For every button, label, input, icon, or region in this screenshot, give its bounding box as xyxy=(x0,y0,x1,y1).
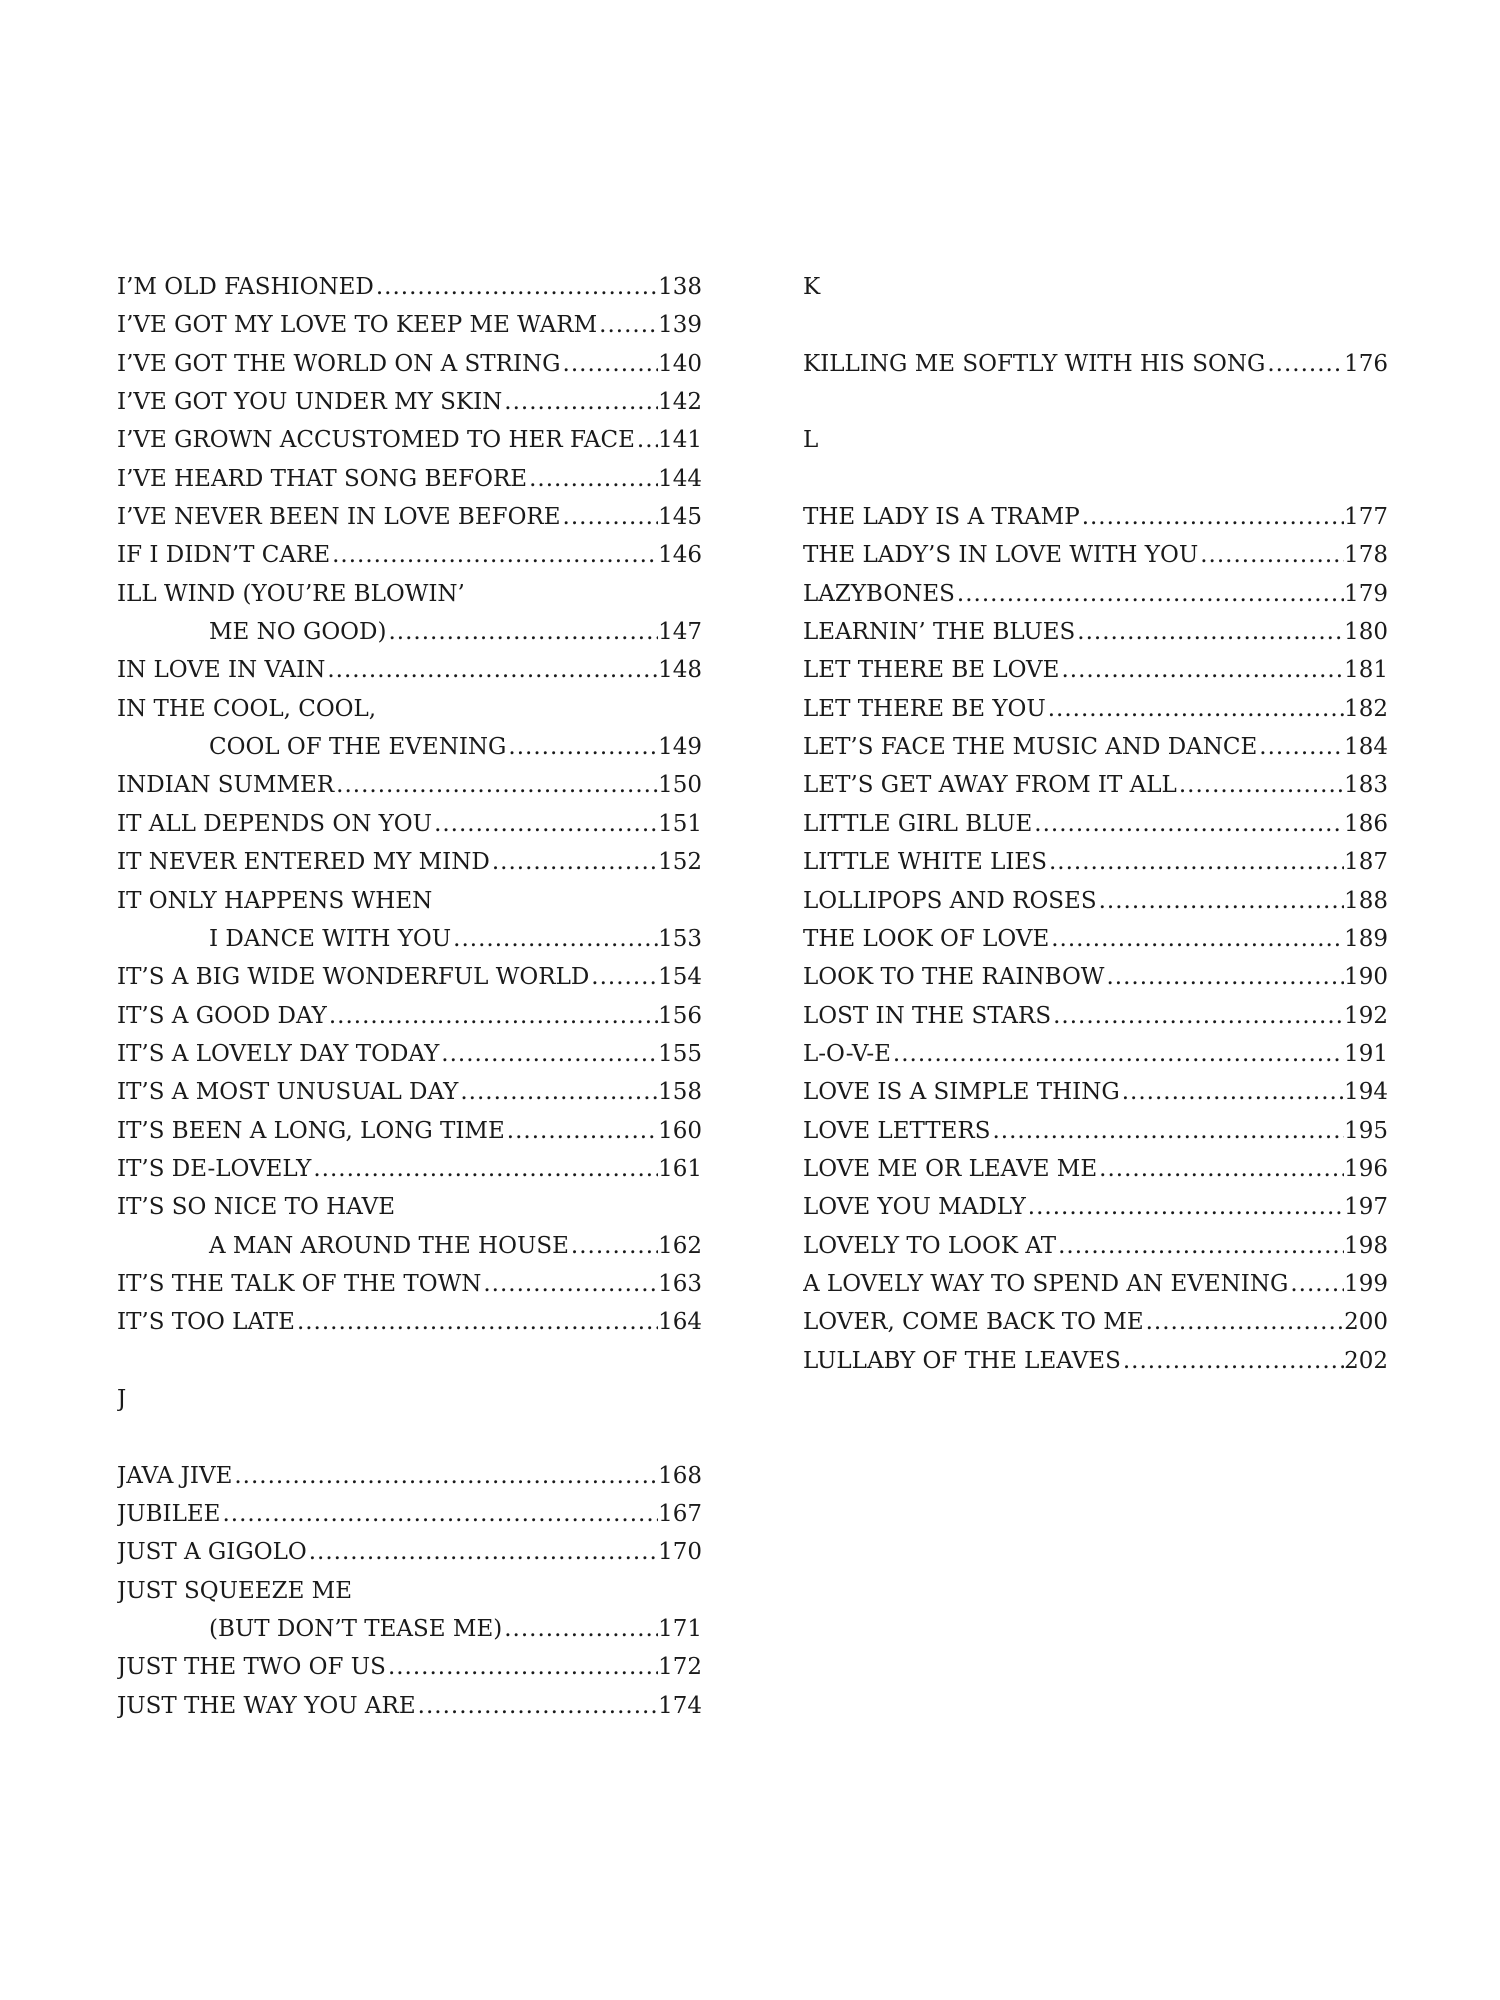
dot-leader xyxy=(1097,882,1344,920)
entry-title: I’VE NEVER BEEN IN LOVE BEFORE xyxy=(117,504,561,531)
page-number: 144 xyxy=(658,465,702,492)
entry-title: IT ALL DEPENDS ON YOU xyxy=(117,810,433,837)
page-number: 182 xyxy=(1344,695,1388,722)
l-entry xyxy=(803,920,1388,958)
dot-leader xyxy=(502,1610,658,1648)
page-number: 156 xyxy=(658,1002,702,1029)
j-section xyxy=(117,1457,702,1725)
l-entry xyxy=(803,843,1388,881)
page-number: 196 xyxy=(1344,1155,1388,1182)
page-number: 145 xyxy=(658,504,702,531)
entry-title: LOVELY TO LOOK AT xyxy=(803,1232,1057,1259)
page-number: 138 xyxy=(658,274,702,300)
entry-title: I’VE GOT YOU UNDER MY SKIN xyxy=(117,389,503,416)
page-number: 188 xyxy=(1344,887,1388,914)
section-heading-l: L xyxy=(803,427,819,454)
entry-title: I’M OLD FASHIONED xyxy=(117,274,374,300)
dot-leader xyxy=(1265,345,1344,383)
entry-title: LEARNIN’ THE BLUES xyxy=(803,619,1076,646)
dot-leader xyxy=(506,728,658,766)
dot-leader xyxy=(334,766,658,804)
l-entry xyxy=(803,766,1388,804)
dot-leader xyxy=(635,421,658,459)
j-entry xyxy=(117,1533,702,1571)
entry-title: LET’S GET AWAY FROM IT ALL xyxy=(803,772,1177,799)
page-number: 167 xyxy=(658,1501,702,1527)
dot-leader xyxy=(527,460,658,498)
i-entry xyxy=(117,421,702,459)
entry-title: JAVA JIVE xyxy=(117,1462,233,1489)
section-spacer xyxy=(803,383,1388,421)
entry-title: IT’S TOO LATE xyxy=(117,1309,295,1336)
dot-leader xyxy=(505,1112,658,1150)
i-entry-continued xyxy=(117,728,702,766)
i-entry-continued xyxy=(117,920,702,958)
page-number: 184 xyxy=(1344,734,1388,761)
entry-title: A LOVELY WAY TO SPEND AN EVENING xyxy=(803,1270,1289,1297)
l-entry xyxy=(803,1035,1388,1073)
entry-title: THE LADY IS A TRAMP xyxy=(803,504,1080,531)
page-number: 202 xyxy=(1344,1347,1388,1374)
dot-leader xyxy=(561,345,659,383)
dot-leader xyxy=(1059,651,1344,689)
page-number: 174 xyxy=(658,1692,702,1719)
entry-title: LOST IN THE STARS xyxy=(803,1002,1052,1029)
j-entry xyxy=(117,1572,702,1610)
dot-leader xyxy=(490,843,658,881)
dot-leader xyxy=(1049,920,1344,958)
entry-title: LOLLIPOPS AND ROSES xyxy=(803,887,1097,914)
dot-leader xyxy=(1198,536,1344,574)
dot-leader xyxy=(1075,613,1344,651)
dot-leader xyxy=(1097,1150,1344,1188)
dot-leader xyxy=(481,1265,658,1303)
section-heading-k: K xyxy=(803,274,821,300)
i-entry xyxy=(117,1303,702,1341)
entry-title: LOOK TO THE RAINBOW xyxy=(803,964,1105,991)
entry-title: LOVE LETTERS xyxy=(803,1117,991,1144)
dot-leader xyxy=(1288,1265,1344,1303)
k-entry xyxy=(803,345,1388,383)
dot-leader xyxy=(327,997,658,1035)
entry-title: LOVE ME OR LEAVE ME xyxy=(803,1155,1098,1182)
dot-leader xyxy=(220,1495,658,1533)
page-number: 176 xyxy=(1344,350,1388,377)
page-number: 192 xyxy=(1344,1002,1388,1029)
dot-leader xyxy=(1046,690,1344,728)
entry-title: I’VE GOT MY LOVE TO KEEP ME WARM xyxy=(117,312,598,339)
page-number: 152 xyxy=(658,849,702,876)
page-number: 163 xyxy=(658,1270,702,1297)
dot-leader xyxy=(458,1073,658,1111)
l-entry xyxy=(803,1227,1388,1265)
i-entry xyxy=(117,805,702,843)
page-number: 199 xyxy=(1344,1270,1388,1297)
i-entry xyxy=(117,1150,702,1188)
entry-title-continued: (BUT DON’T TEASE ME) xyxy=(209,1616,503,1643)
dot-leader xyxy=(386,613,658,651)
entry-title: LOVER, COME BACK TO ME xyxy=(803,1309,1144,1336)
i-entry xyxy=(117,1188,702,1226)
i-entry xyxy=(117,345,702,383)
i-entry xyxy=(117,766,702,804)
section-heading-j: J xyxy=(117,1385,127,1412)
i-entry xyxy=(117,1265,702,1303)
entry-title: LAZYBONES xyxy=(803,580,955,607)
k-section xyxy=(803,345,1388,383)
dot-leader xyxy=(561,498,659,536)
l-entry xyxy=(803,498,1388,536)
page-number: 160 xyxy=(658,1117,702,1144)
page-number: 200 xyxy=(1344,1309,1388,1336)
page-number: 198 xyxy=(1344,1232,1388,1259)
page-number: 171 xyxy=(658,1616,702,1643)
dot-leader xyxy=(311,1150,658,1188)
page-number: 139 xyxy=(658,312,702,339)
dot-leader xyxy=(1056,1227,1344,1265)
page-number: 190 xyxy=(1344,964,1388,991)
dot-leader xyxy=(1144,1303,1344,1341)
entry-title: IN THE COOL, COOL, xyxy=(117,695,377,722)
page-number: 146 xyxy=(658,542,702,569)
page-number: 168 xyxy=(658,1462,702,1489)
page-number: 189 xyxy=(1344,925,1388,952)
l-entry xyxy=(803,805,1388,843)
page-number: 148 xyxy=(658,657,702,684)
dot-leader xyxy=(416,1687,658,1725)
page-number: 162 xyxy=(658,1232,702,1259)
l-entry xyxy=(803,882,1388,920)
i-entry xyxy=(117,651,702,689)
entry-title: LET’S FACE THE MUSIC AND DANCE xyxy=(803,734,1258,761)
entry-title-continued: COOL OF THE EVENING xyxy=(209,734,507,761)
l-section xyxy=(803,498,1388,1380)
i-entry xyxy=(117,460,702,498)
page-number: 147 xyxy=(658,619,702,646)
dot-leader xyxy=(439,1035,658,1073)
page-number: 153 xyxy=(658,925,702,952)
page-number: 140 xyxy=(658,350,702,377)
dot-leader xyxy=(307,1533,658,1571)
i-entry xyxy=(117,383,702,421)
dot-leader xyxy=(1032,805,1344,843)
entry-title: IT ONLY HAPPENS WHEN xyxy=(117,887,433,914)
index-column-right xyxy=(803,268,1388,1380)
entry-title: THE LADY’S IN LOVE WITH YOU xyxy=(803,542,1199,569)
dot-leader xyxy=(597,306,658,344)
entry-title: THE LOOK OF LOVE xyxy=(803,925,1050,952)
entry-title: IT’S A MOST UNUSUAL DAY xyxy=(117,1079,459,1106)
l-entry xyxy=(803,690,1388,728)
entry-title: IT’S A BIG WIDE WONDERFUL WORLD xyxy=(117,964,590,991)
l-entry xyxy=(803,1342,1388,1380)
entry-title: I’VE GOT THE WORLD ON A STRING xyxy=(117,350,561,377)
entry-title: IT NEVER ENTERED MY MIND xyxy=(117,849,490,876)
l-entry xyxy=(803,613,1388,651)
dot-leader xyxy=(1177,766,1344,804)
j-entry xyxy=(117,1687,702,1725)
entry-title: IT’S DE-LOVELY xyxy=(117,1155,312,1182)
dot-leader xyxy=(955,575,1344,613)
l-entry xyxy=(803,1112,1388,1150)
entry-title: JUST THE TWO OF US xyxy=(117,1654,386,1681)
i-entry-continued xyxy=(117,613,702,651)
entry-title: JUST A GIGOLO xyxy=(117,1539,307,1566)
dot-leader xyxy=(1120,1073,1344,1111)
page-number: 150 xyxy=(658,772,702,799)
dot-leader xyxy=(295,1303,658,1341)
i-entry xyxy=(117,843,702,881)
entry-title: KILLING ME SOFTLY WITH HIS SONG xyxy=(803,350,1266,377)
l-entry xyxy=(803,575,1388,613)
page-number: 197 xyxy=(1344,1194,1388,1221)
page-number: 172 xyxy=(658,1654,702,1681)
entry-title: LET THERE BE YOU xyxy=(803,695,1046,722)
dot-leader xyxy=(325,651,658,689)
i-section xyxy=(117,268,702,1342)
dot-leader xyxy=(1104,958,1344,996)
dot-leader xyxy=(330,536,658,574)
dot-leader xyxy=(589,958,658,996)
dot-leader xyxy=(1047,843,1344,881)
entry-title: LULLABY OF THE LEAVES xyxy=(803,1347,1121,1374)
page-number: 179 xyxy=(1344,580,1388,607)
page-number: 180 xyxy=(1344,619,1388,646)
entry-title: LOVE IS A SIMPLE THING xyxy=(803,1079,1120,1106)
page-number: 194 xyxy=(1344,1079,1388,1106)
entry-title-continued: A MAN AROUND THE HOUSE xyxy=(209,1232,569,1259)
dot-leader xyxy=(1257,728,1344,766)
dot-leader xyxy=(451,920,658,958)
entry-title: IT’S SO NICE TO HAVE xyxy=(117,1194,396,1221)
entry-title: LOVE YOU MADLY xyxy=(803,1194,1026,1221)
page-number: 142 xyxy=(658,389,702,416)
section-spacer xyxy=(117,1342,702,1380)
page-number: 151 xyxy=(658,810,702,837)
page-number: 191 xyxy=(1344,1040,1388,1067)
entry-title: IF I DIDN’T CARE xyxy=(117,542,331,569)
l-entry xyxy=(803,1150,1388,1188)
page-number: 183 xyxy=(1344,772,1388,799)
dot-leader xyxy=(502,383,658,421)
page-number: 178 xyxy=(1344,542,1388,569)
section-spacer xyxy=(803,306,1388,344)
page-number: 177 xyxy=(1344,504,1388,531)
page-number: 149 xyxy=(658,734,702,761)
dot-leader xyxy=(1080,498,1344,536)
l-entry xyxy=(803,1303,1388,1341)
entry-title: INDIAN SUMMER xyxy=(117,772,335,799)
entry-title: IT’S BEEN A LONG, LONG TIME xyxy=(117,1117,505,1144)
page-number: 161 xyxy=(658,1155,702,1182)
dot-leader xyxy=(569,1227,658,1265)
page-number: 170 xyxy=(658,1539,702,1566)
page-number: 158 xyxy=(658,1079,702,1106)
dot-leader xyxy=(432,805,658,843)
entry-title-continued: ME NO GOOD) xyxy=(209,619,387,646)
entry-title: JUST THE WAY YOU ARE xyxy=(117,1692,416,1719)
entry-title: I’VE HEARD THAT SONG BEFORE xyxy=(117,465,528,492)
entry-title: IN LOVE IN VAIN xyxy=(117,657,326,684)
i-entry xyxy=(117,306,702,344)
entry-title: ILL WIND (YOU’RE BLOWIN’ xyxy=(117,580,465,607)
page-number: 195 xyxy=(1344,1117,1388,1144)
dot-leader xyxy=(386,1648,658,1686)
dot-leader xyxy=(232,1457,658,1495)
page-number: 154 xyxy=(658,964,702,991)
dot-leader xyxy=(1051,997,1344,1035)
l-entry xyxy=(803,1188,1388,1226)
l-entry xyxy=(803,536,1388,574)
entry-title: LITTLE WHITE LIES xyxy=(803,849,1047,876)
l-entry xyxy=(803,651,1388,689)
entry-title: JUST SQUEEZE ME xyxy=(117,1577,353,1604)
l-entry xyxy=(803,997,1388,1035)
section-spacer xyxy=(803,460,1388,498)
entry-title: JUBILEE xyxy=(117,1501,221,1527)
i-entry-continued xyxy=(117,1227,702,1265)
entry-title: IT’S A LOVELY DAY TODAY xyxy=(117,1040,440,1067)
j-entry-continued xyxy=(117,1610,702,1648)
i-entry xyxy=(117,1112,702,1150)
i-entry xyxy=(117,575,702,613)
entry-title: LET THERE BE LOVE xyxy=(803,657,1060,684)
i-entry xyxy=(117,1073,702,1111)
i-entry xyxy=(117,498,702,536)
entry-title: IT’S THE TALK OF THE TOWN xyxy=(117,1270,482,1297)
page-number: 164 xyxy=(658,1309,702,1336)
l-entry xyxy=(803,1073,1388,1111)
dot-leader xyxy=(891,1035,1344,1073)
entry-title-continued: I DANCE WITH YOU xyxy=(209,925,452,952)
section-spacer xyxy=(117,1418,702,1456)
page-number: 155 xyxy=(658,1040,702,1067)
i-entry xyxy=(117,690,702,728)
i-entry xyxy=(117,268,702,306)
page-number: 187 xyxy=(1344,849,1388,876)
i-entry xyxy=(117,958,702,996)
entry-title: I’VE GROWN ACCUSTOMED TO HER FACE xyxy=(117,427,635,454)
page-number: 141 xyxy=(658,427,702,454)
j-entry xyxy=(117,1648,702,1686)
page-number: 186 xyxy=(1344,810,1388,837)
dot-leader xyxy=(1121,1342,1344,1380)
i-entry xyxy=(117,997,702,1035)
index-column-left xyxy=(117,268,702,1725)
page-number: 181 xyxy=(1344,657,1388,684)
entry-title: L-O-V-E xyxy=(803,1040,891,1067)
j-entry xyxy=(117,1495,702,1533)
i-entry xyxy=(117,882,702,920)
l-entry xyxy=(803,728,1388,766)
entry-title: IT’S A GOOD DAY xyxy=(117,1002,327,1029)
entry-title: LITTLE GIRL BLUE xyxy=(803,810,1033,837)
i-entry xyxy=(117,1035,702,1073)
dot-leader xyxy=(990,1112,1344,1150)
l-entry xyxy=(803,958,1388,996)
l-entry xyxy=(803,1265,1388,1303)
i-entry xyxy=(117,536,702,574)
dot-leader xyxy=(374,268,658,306)
dot-leader xyxy=(1026,1188,1344,1226)
j-entry xyxy=(117,1457,702,1495)
